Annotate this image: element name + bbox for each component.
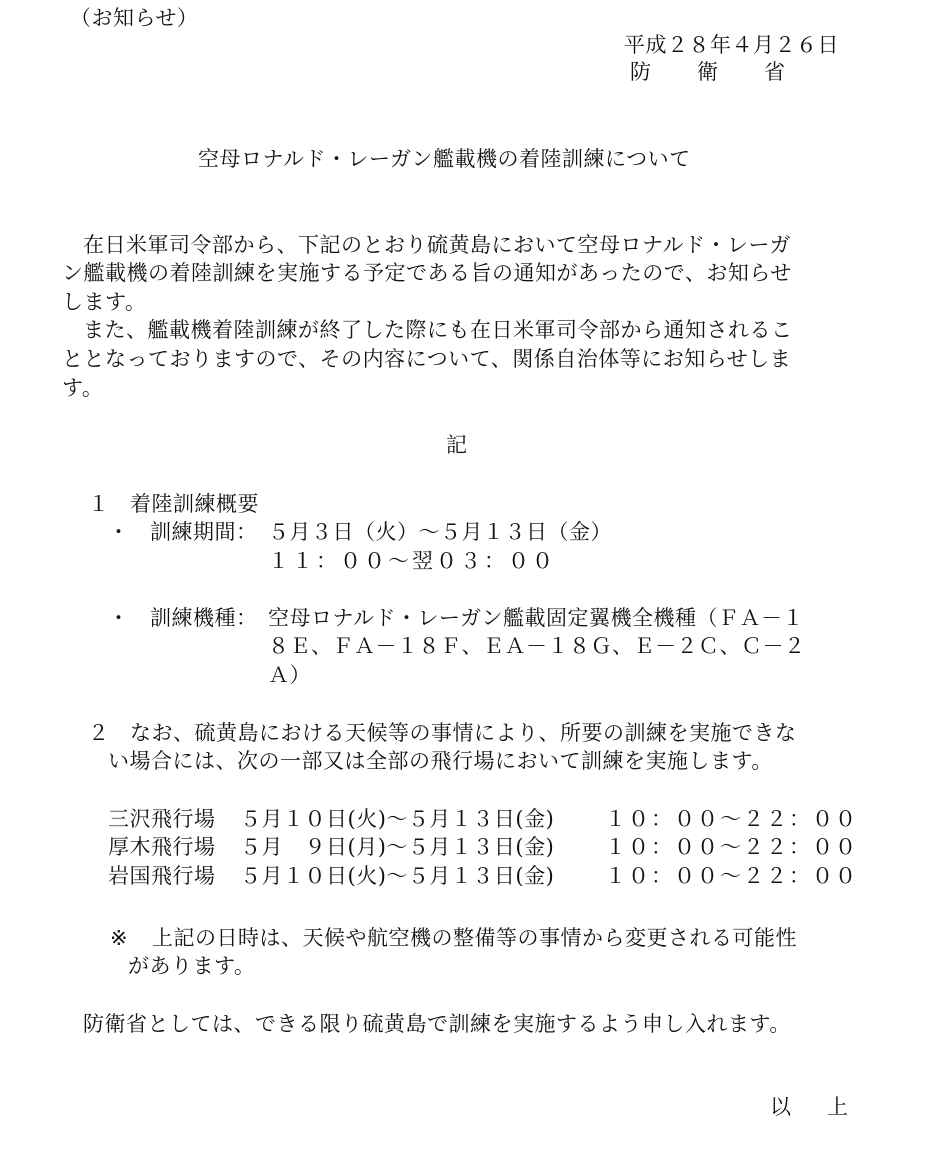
airfield-dates: ５月 ９日(月)～５月１３日(金)	[240, 835, 555, 859]
airfield-dates: ５月１０日(火)～５月１３日(金)	[240, 864, 555, 888]
end-mark: 以上	[770, 1095, 884, 1119]
note-mark: ※	[110, 926, 129, 950]
document-date: 平成２８年４月２６日	[624, 33, 839, 57]
document-title: 空母ロナルド・レーガン艦載機の着陸訓練について	[198, 147, 691, 171]
ki-marker: 記	[446, 433, 468, 457]
airfield-name: 三沢飛行場	[108, 807, 216, 831]
period-bullet: ・	[108, 520, 130, 544]
aircraft-bullet: ・	[108, 606, 130, 630]
section-1-number: １	[88, 492, 110, 516]
section-2-line-1: なお、硫黄島における天候等の事情により、所要の訓練を実施できな	[130, 721, 797, 745]
note-line-1: 上記の日時は、天候や航空機の整備等の事情から変更される可能性	[152, 926, 797, 950]
body-paragraph-2-line-3: す。	[62, 376, 104, 400]
airfield-times: １０：００～２２：００	[605, 807, 858, 831]
airfield-times: １０：００～２２：００	[605, 864, 858, 888]
notice-label: （お知らせ）	[70, 6, 199, 30]
body-paragraph-2-line-2: ととなっておりますので、その内容について、関係自治体等にお知らせしま	[62, 347, 792, 371]
section-2-line-2: い場合には、次の一部又は全部の飛行場において訓練を実施します。	[108, 749, 773, 773]
airfield-times: １０：００～２２：００	[605, 835, 858, 859]
body-paragraph-1-line-3: します。	[62, 290, 147, 314]
airfield-name: 厚木飛行場	[108, 835, 216, 859]
period-times: １１：００～翌０３：００	[268, 549, 556, 573]
issuer: 防衛省	[630, 60, 831, 84]
body-paragraph-2-line-1: また、艦載機着陸訓練が終了した際にも在日米軍司令部から通知されるこ	[83, 318, 793, 342]
aircraft-line-1: 空母ロナルド・レーガン艦載固定翼機全機種（ＦＡ－１	[268, 606, 805, 630]
body-paragraph-1-line-2: ン艦載機の着陸訓練を実施する予定である旨の通知があったので、お知らせ	[62, 261, 792, 285]
section-2-number: ２	[88, 721, 110, 745]
section-1-heading: 着陸訓練概要	[130, 492, 259, 516]
body-paragraph-1-line-1: 在日米軍司令部から、下記のとおり硫黄島において空母ロナルド・レーガ	[83, 233, 792, 257]
period-label: 訓練期間：	[150, 520, 258, 544]
aircraft-line-2: ８Ｅ、ＦＡ－１８Ｆ、ＥＡ－１８Ｇ、Ｅ－２Ｃ、Ｃ－２	[268, 634, 806, 658]
aircraft-line-3: Ａ）	[268, 663, 311, 687]
aircraft-label: 訓練機種：	[150, 606, 258, 630]
airfield-name: 岩国飛行場	[108, 864, 216, 888]
note-line-2: があります。	[128, 954, 256, 978]
airfield-dates: ５月１０日(火)～５月１３日(金)	[240, 807, 555, 831]
period-dates: ５月３日（火）～５月１３日（金）	[268, 520, 612, 544]
closing-statement: 防衛省としては、できる限り硫黄島で訓練を実施するよう申し入れます。	[83, 1012, 791, 1036]
